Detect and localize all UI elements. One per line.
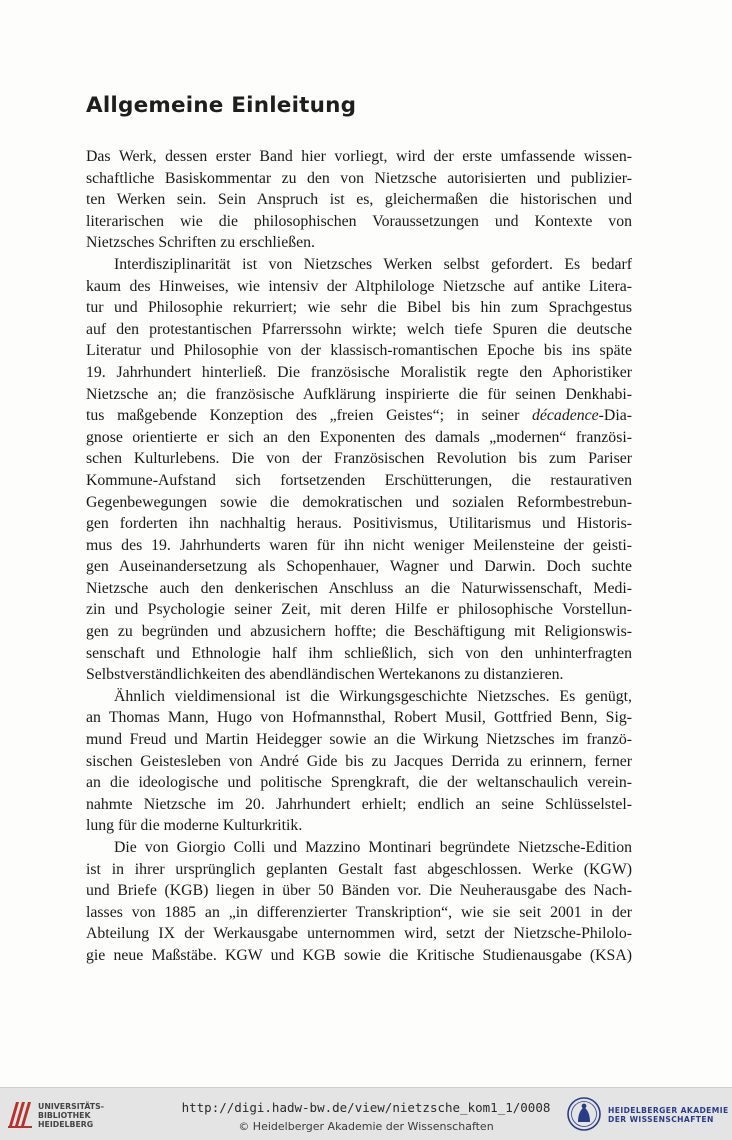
academy-logo-line: HEIDELBERGER AKADEMIE [608,1106,729,1115]
library-logo-line: BIBLIOTHEK [38,1111,91,1120]
text-line: Kommune-Aufstand sich fortsetzenden Erschütterungen, die restaurativen [86,471,632,489]
text-line: Nietzsche an; die französische Aufklärung inspirierte die für seinen Denkhabi- [86,385,632,403]
text-line: Ähnlich vieldimensional ist die Wirkungsgeschichte Nietzsches. Es genügt, [114,687,632,705]
text-line: schaftliche Basiskommentar zu den von Nietzsche autorisierten und publizier- [86,169,632,187]
text-line: mund Freud und Martin Heidegger sowie an die Wirkung Nietzsches im franzö- [86,731,632,749]
text-line: mus des 19. Jahrhunderts waren für ihn nicht weniger Meilensteine der geisti- [86,536,632,554]
text-line: Nietzsche auch den denkerischen Anschluss an die Naturwissenschaft, Medi- [86,579,632,597]
text-line: Selbstverständlichkeiten des abendländischen Wertekanons zu distanzieren. [86,666,564,684]
text-line: auf den protestantischen Pfarrerssohn wirkte; welch tiefe Spuren die deutsche [86,320,632,338]
permalink-url[interactable]: http://digi.hadw-bw.de/view/nietzsche_kom1_1/0008 [181,1100,551,1115]
academy-logo[interactable] [566,1096,732,1132]
text-line: 19. Jahrhundert hinterließ. Die französische Moralistik regte den Aphoristiker [86,363,632,381]
text-line: gnose orientierte er sich an den Exponenten des damals „modernen“ französi- [86,428,632,446]
text-line: zin und Psychologie seiner Zeit, mit deren Hilfe er philosophische Vorstellun- [86,601,632,619]
text-line: kaum des Hinweises, wie intensiv der Altphilologe Nietzsche auf antike Litera- [86,277,632,295]
library-logo-line: UNIVERSITÄTS- [38,1102,104,1111]
italic-term: décadence [532,407,599,425]
text-line: gen zu begründen und abzusichern hoffte; die Beschäftigung mit Religionswis- [86,623,632,641]
text-line: an die ideologische und politische Sprengkraft, die der weltanschaulich verein- [86,774,632,792]
text-line: schen Kulturlebens. Die von der Französischen Revolution bis zum Pariser [86,450,632,468]
text-line: ist in ihrer ursprünglich geplanten Gestalt fast abgeschlossen. Werke (KGW) [86,860,632,878]
text-line: Literatur und Philosophie von der klassisch-romantischen Epoche bis ins späte [86,342,632,360]
text-line: nahmte Nietzsche im 20. Jahrhundert erhielt; endlich an seine Schlüsselstel- [86,795,632,813]
text-line: Interdisziplinarität ist von Nietzsches Werken selbst gefordert. Es bedarf [114,255,632,273]
copyright-notice: © Heidelberger Akademie der Wissenschaften [238,1120,494,1133]
text-line: senschaft und Ethnologie half ihm schließlich, sich von den unhinterfragten [86,644,632,662]
library-logo-line: HEIDELBERG [38,1120,94,1129]
text-line: Das Werk, dessen erster Band hier vorliegt, wird der erste umfassende wissen- [86,148,632,165]
text-line: an Thomas Mann, Hugo von Hofmannsthal, Robert Musil, Gottfried Benn, Sig- [86,709,632,727]
text-line: ten Werken sein. Sein Anspruch ist es, gleichermaßen die historischen und [86,191,632,209]
text-line: Die von Giorgio Colli und Mazzino Montinari begründete Nietzsche-Edition [114,839,632,856]
text-line: sischen Geistesleben von André Gide bis zu Jacques Derrida zu erinnern, ferner [86,752,632,770]
text-line: lung für die moderne Kulturkritik. [86,817,303,835]
text-line: tus maßgebende Konzeption des „freien Geistes“; in seiner décadence-Dia- [86,407,632,425]
text-line: Nietzsches Schriften zu erschließen. [86,234,315,252]
text-line: gie neue Maßstäbe. KGW und KGB sowie die Kritische Studienausgabe (KSA) [86,946,632,964]
text-line: Abteilung IX der Werkausgabe unternommen wird, setzt der Nietzsche-Philolo- [86,925,632,943]
academy-logo-text [608,1106,729,1124]
text-line: Gegenbewegungen sowie die demokratischen und sozialen Reformbestrebun- [86,493,632,511]
viewer-footer [0,1087,732,1140]
text-line: gen Auseinandersetzung als Schopenhauer, Wagner und Darwin. Doch suchte [86,558,632,576]
text-line: literarischen wie die philosophischen Voraussetzungen und Kontexte von [86,212,632,230]
body-text [86,146,632,967]
text-line: lasses von 1885 an „in differenzierter Transkription“, wie sie seit 2001 in der [86,903,632,921]
section-heading: Allgemeine Einleitung [86,93,357,118]
text-line: und Briefe (KGB) liegen in über 50 Bänden vor. Die Neuherausgabe des Nach- [86,882,632,900]
text-line: gen forderten ihn nachhaltig heraus. Positivismus, Utilitarismus und Historis- [86,515,632,533]
text-line: tur und Philosophie rekurriert; wie sehr die Bibel bis hin zum Sprachgestus [86,299,632,317]
academy-seal-icon [566,1096,602,1132]
academy-logo-line: DER WISSENSCHAFTEN [608,1115,714,1124]
